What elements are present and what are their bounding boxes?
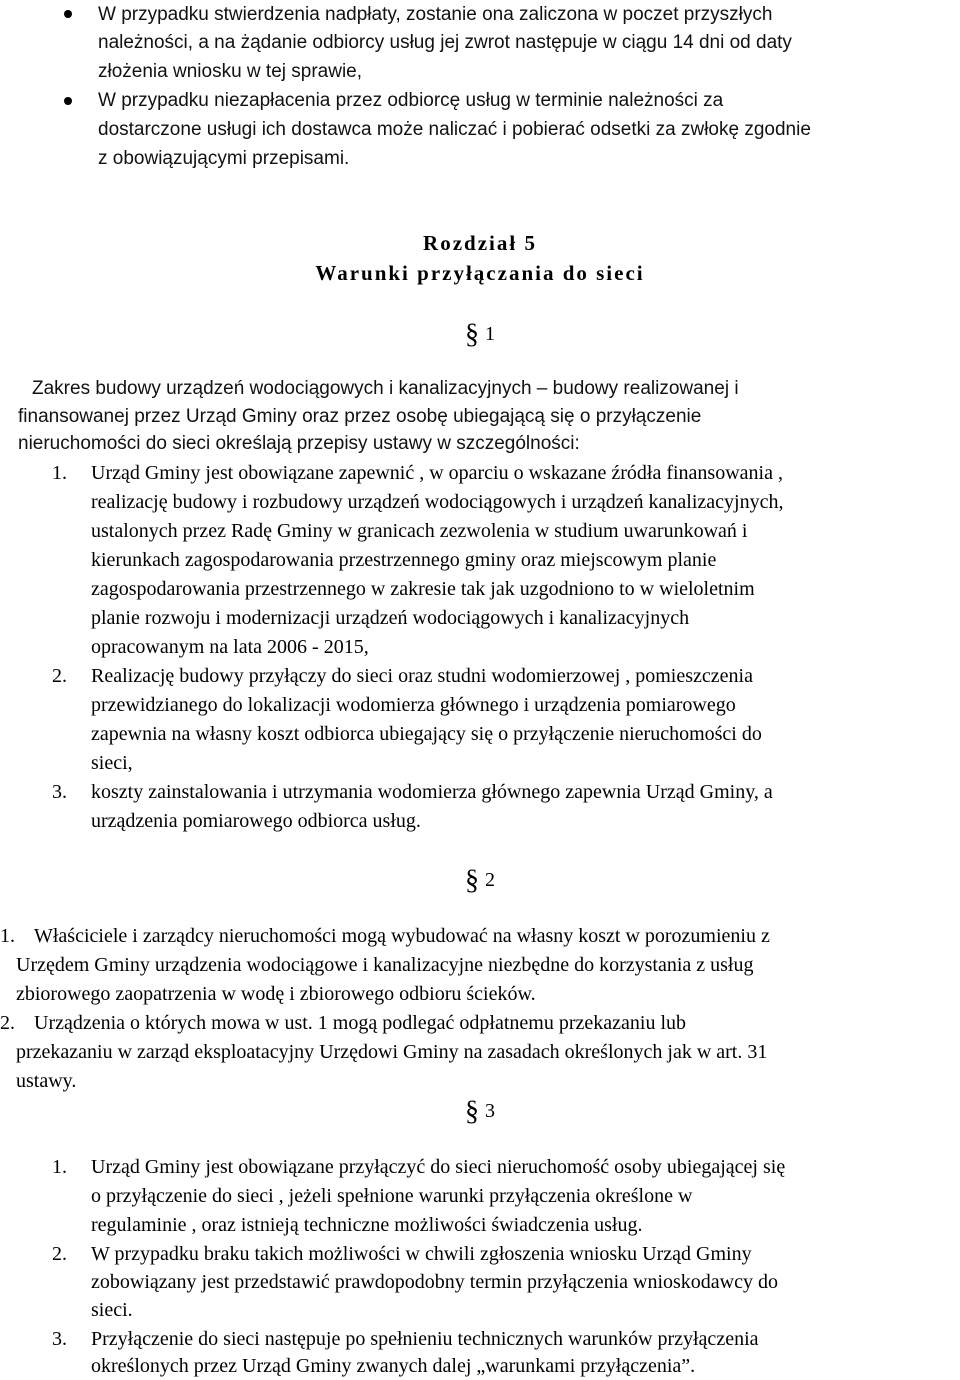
bullet-2-line-2: dostarczone usługi ich dostawca może naliczać i pobierać odsetki za zwłokę zgodnie xyxy=(98,119,811,140)
section-3-item-2-line-2: zobowiązany jest przedstawić prawdopodobny termin przyłączenia wnioskodawcy do xyxy=(91,1271,778,1293)
bullet-icon xyxy=(64,10,72,18)
list-number: 1. xyxy=(0,925,15,947)
section-1-item-1-line-7: opracowanym na lata 2006 - 2015, xyxy=(91,636,369,658)
section-symbol: § xyxy=(465,319,479,350)
section-1-item-1-line-3: ustalonych przez Radę Gminy w granicach zezwolenia w studium uwarunkowań i xyxy=(91,520,748,542)
list-number: 3. xyxy=(52,781,67,803)
section-symbol: § xyxy=(465,865,479,896)
section-1-item-1-line-5: zagospodarowania przestrzennego w zakresie tak jak uzgodniono to w wieloletnim xyxy=(91,578,755,600)
section-3-item-3-line-2: określonych przez Urząd Gminy zwanych dalej „warunkami przyłączenia”. xyxy=(91,1355,696,1377)
section-3-item-2-line-1: W przypadku braku takich możliwości w chwili zgłoszenia wniosku Urząd Gminy xyxy=(91,1243,752,1265)
section-1-item-1-line-6: planie rozwoju i modernizacji urządzeń wodociągowych i kanalizacyjnych xyxy=(91,607,690,629)
section-1-intro-line-3: nieruchomości do sieci określają przepisy ustawy w szczególności: xyxy=(18,433,580,454)
chapter-title: Warunki przyłączania do sieci xyxy=(315,261,645,285)
bullet-icon xyxy=(64,97,72,105)
section-3-item-1-line-2: o przyłączenie do sieci , jeżeli spełnione warunki przyłączenia określone w xyxy=(91,1185,693,1207)
bullet-2-line-3: z obowiązującymi przepisami. xyxy=(98,148,350,169)
section-1-item-2-line-2: przewidzianego do lokalizacji wodomierza głównego i urządzenia pomiarowego xyxy=(91,694,736,716)
section-1-item-1-line-4: kierunkach zagospodarowania przestrzennego gminy oraz miejscowym planie xyxy=(91,549,717,571)
list-number: 2. xyxy=(52,665,67,687)
bullet-1-line-2: należności, a na żądanie odbiorcy usług jej zwrot następuje w ciągu 14 dni od daty xyxy=(98,32,792,53)
section-number: 1 xyxy=(485,323,495,345)
chapter-number: Rozdział 5 xyxy=(423,231,537,255)
list-number: 3. xyxy=(52,1328,67,1350)
section-1-intro-line-1: Zakres budowy urządzeń wodociągowych i kanalizacyjnych – budowy realizowanej i xyxy=(32,378,739,399)
section-1-item-2-line-1: Realizację budowy przyłączy do sieci oraz studni wodomierzowej , pomieszczenia xyxy=(91,665,753,687)
bullet-1-line-3: złożenia wniosku w tej sprawie, xyxy=(98,61,363,82)
section-1-item-1-line-1: Urząd Gminy jest obowiązane zapewnić , w oparciu o wskazane źródła finansowania , xyxy=(91,462,783,484)
section-number: 2 xyxy=(485,869,495,891)
section-1-item-2-line-3: zapewnia na własny koszt odbiorca ubiegający się o przyłączenie nieruchomości do xyxy=(91,723,762,745)
section-2-item-2-line-2: przekazaniu w zarząd eksploatacyjny Urzędowi Gminy na zasadach określonych jak w art. 31 xyxy=(16,1041,768,1063)
section-1-intro-line-2: finansowanej przez Urząd Gminy oraz przez osobę ubiegającą się o przyłączenie xyxy=(18,406,702,427)
list-number: 2. xyxy=(52,1243,67,1265)
section-2-item-1-line-2: Urzędem Gminy urządzenia wodociągowe i kanalizacyjne niezbędne do korzystania z usług xyxy=(16,954,754,976)
section-2-item-1-line-1: Właściciele i zarządcy nieruchomości mogą wybudować na własny koszt w porozumieniu z xyxy=(34,925,770,947)
section-2-item-1-line-3: zbiorowego zaopatrzenia w wodę i zbiorowego odbioru ścieków. xyxy=(16,983,536,1005)
bullet-1-line-1: W przypadku stwierdzenia nadpłaty, zostanie ona zaliczona w poczet przyszłych xyxy=(98,4,773,25)
section-3-item-1-line-1: Urząd Gminy jest obowiązane przyłączyć do sieci nieruchomość osoby ubiegającej się xyxy=(91,1156,786,1178)
section-symbol: § xyxy=(465,1096,479,1127)
section-number: 3 xyxy=(485,1100,495,1122)
section-3-item-3-line-1: Przyłączenie do sieci następuje po spełnieniu technicznych warunków przyłączenia xyxy=(91,1328,759,1350)
bullet-2-line-1: W przypadku niezapłacenia przez odbiorcę usług w terminie należności za xyxy=(98,90,724,111)
section-3-item-1-line-3: regulaminie , oraz istnieją techniczne możliwości świadczenia usług. xyxy=(91,1214,643,1236)
section-1-item-3-line-2: urządzenia pomiarowego odbiorca usług. xyxy=(91,810,421,832)
list-number: 1. xyxy=(52,462,67,484)
section-1-heading xyxy=(465,319,495,350)
list-number: 2. xyxy=(0,1012,15,1034)
section-3-heading xyxy=(465,1096,495,1127)
section-1-item-1-line-2: realizację budowy i rozbudowy urządzeń wodociągowych i urządzeń kanalizacyjnych, xyxy=(91,491,784,513)
list-number: 1. xyxy=(52,1156,67,1178)
section-2-item-2-line-3: ustawy. xyxy=(16,1070,77,1092)
section-1-item-2-line-4: sieci, xyxy=(91,752,133,774)
section-2-item-2-line-1: Urządzenia o których mowa w ust. 1 mogą podlegać odpłatnemu przekazaniu lub xyxy=(34,1012,687,1034)
section-1-item-3-line-1: koszty zainstalowania i utrzymania wodomierza głównego zapewnia Urząd Gminy, a xyxy=(91,781,773,803)
section-2-heading xyxy=(465,865,495,896)
section-3-item-2-line-3: sieci. xyxy=(91,1299,133,1321)
